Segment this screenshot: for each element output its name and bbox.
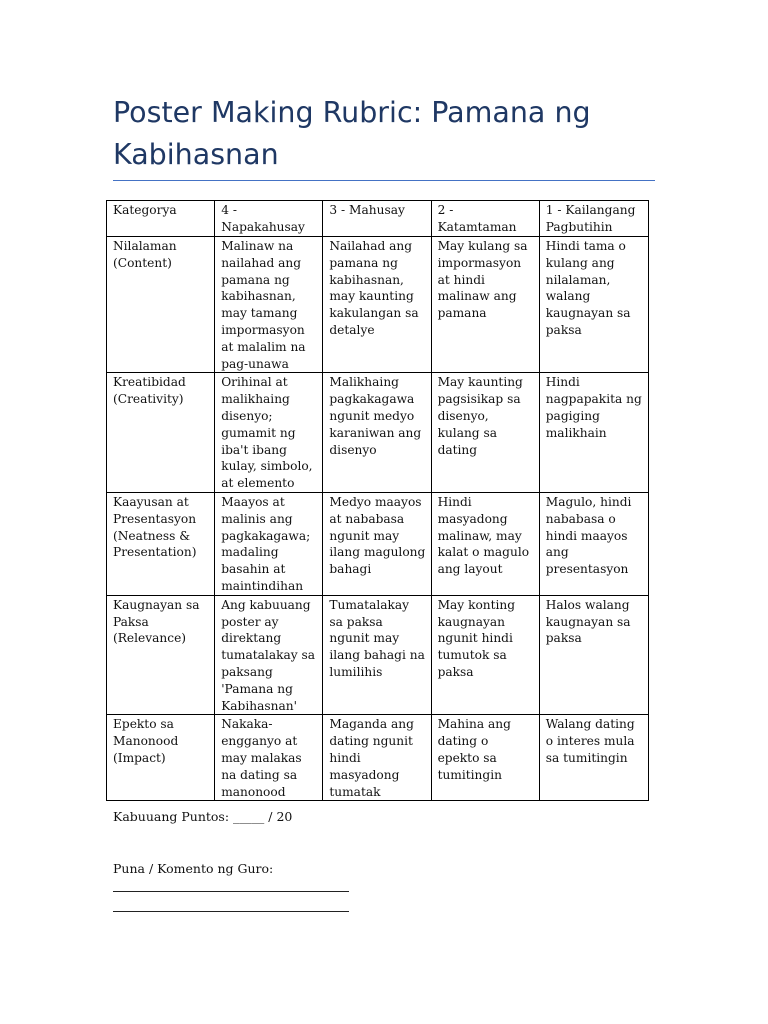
table-cell: Hindi masyadong malinaw, may kalat o magulo ang layout [431, 492, 539, 595]
category-cell: Kaayusan at Presentasyon (Neatness & Presentation) [107, 492, 215, 595]
header-cell: 3 - Mahusay [323, 201, 431, 237]
category-cell: Nilalaman (Content) [107, 237, 215, 373]
category-cell: Kaugnayan sa Paksa (Relevance) [107, 595, 215, 715]
category-cell: Epekto sa Manonood (Impact) [107, 715, 215, 801]
table-cell: Medyo maayos at nababasa ngunit may ilang magulong bahagi [323, 492, 431, 595]
table-cell: May kulang sa impormasyon at hindi malinaw ang pamana [431, 237, 539, 373]
table-cell: Ang kabuuang poster ay direktang tumatalakay sa paksang 'Pamana ng Kabihasnan' [215, 595, 323, 715]
table-cell: Hindi nagpapakita ng pagiging malikhain [539, 373, 648, 493]
page-title: Poster Making Rubric: Pamana ng Kabihasnan [113, 96, 591, 171]
table-header-row [107, 201, 649, 237]
total-score-line: Kabuuang Puntos: _____ / 20 [113, 809, 293, 824]
teacher-comment-label: Puna / Komento ng Guro: [113, 861, 274, 876]
table-row [107, 237, 649, 373]
header-cell: 2 - Katamtaman [431, 201, 539, 237]
table-row [107, 492, 649, 595]
table-cell: Maganda ang dating ngunit hindi masyadong tumatak [323, 715, 431, 801]
table-cell: Tumatalakay sa paksa ngunit may ilang bahagi na lumilihis [323, 595, 431, 715]
table-row [107, 595, 649, 715]
category-cell: Kreatibidad (Creativity) [107, 373, 215, 493]
table-cell: Mahina ang dating o epekto sa tumitingin [431, 715, 539, 801]
table-row [107, 715, 649, 801]
header-cell: Kategorya [107, 201, 215, 237]
table-cell: Malinaw na nailahad ang pamana ng kabihasnan, may tamang impormasyon at malalim na pag-unawa [215, 237, 323, 373]
table-cell: Nakaka-engganyo at may malakas na dating sa manonood [215, 715, 323, 801]
table-cell: May kaunting pagsisikap sa disenyo, kulang sa dating [431, 373, 539, 493]
header-cell: 1 - Kailangang Pagbutihin [539, 201, 648, 237]
table-cell: Malikhaing pagkakagawa ngunit medyo karaniwan ang disenyo [323, 373, 431, 493]
table-cell: Magulo, hindi nababasa o hindi maayos ang presentasyon [539, 492, 648, 595]
rubric-table [106, 200, 649, 801]
table-cell: Walang dating o interes mula sa tumitingin [539, 715, 648, 801]
table-cell: Orihinal at malikhaing disenyo; gumamit ng iba't ibang kulay, simbolo, at elemento [215, 373, 323, 493]
table-cell: Maayos at malinis ang pagkakagawa; madaling basahin at maintindihan [215, 492, 323, 595]
title-underline [113, 180, 655, 181]
table-cell: May konting kaugnayan ngunit hindi tumutok sa paksa [431, 595, 539, 715]
header-cell: 4 - Napakahusay [215, 201, 323, 237]
table-cell: Nailahad ang pamana ng kabihasnan, may kaunting kakulangan sa detalye [323, 237, 431, 373]
comment-blank-line [113, 891, 349, 892]
table-cell: Halos walang kaugnayan sa paksa [539, 595, 648, 715]
table-row [107, 373, 649, 493]
table-cell: Hindi tama o kulang ang nilalaman, walang kaugnayan sa paksa [539, 237, 648, 373]
comment-blank-line [113, 911, 349, 912]
